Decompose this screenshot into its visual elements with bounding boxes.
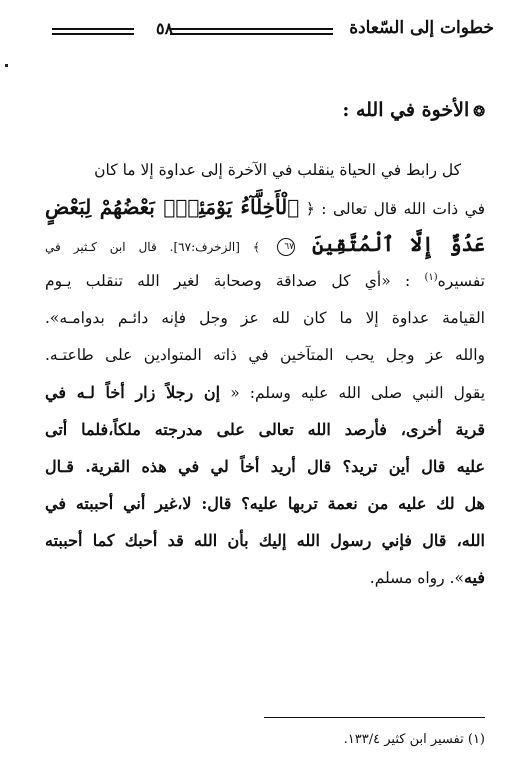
hadith-line: قرية أخرى، فأرصد الله تعالى على مدرجته ملكاً،فلما أتى [45, 420, 485, 439]
footnote-divider [264, 717, 485, 718]
hadith-text: فيه [463, 568, 485, 587]
text-segment: ». رواه مسلم. [369, 569, 464, 587]
text-segment: : «أي كل صداقة وصحابة لغير الله تنقلب يـوم [45, 272, 411, 290]
text-segment: تفسيره [437, 272, 485, 290]
text-segment: يقول النبي صلى الله عليه وسلم: « [230, 384, 486, 402]
body-text [45, 152, 485, 596]
scan-speck [5, 64, 8, 67]
text-line: كل رابط في الحياة ينقلب في الآخرة إلى عداوة إلا ما كان [94, 161, 461, 179]
text-line [45, 559, 485, 596]
text-line [45, 189, 485, 226]
flower-ornament-icon: ❂ [473, 104, 485, 120]
header-rule [52, 28, 134, 30]
header-rule [52, 33, 134, 35]
hadith-line: هل لك عليه من نعمة تربها عليه؟ قال: لا،غير أني أحببته في [45, 494, 485, 513]
running-title: خطوات إلى السّعادة [349, 18, 494, 38]
hadith-line: الله، قال فإني رسول الله إليك بأن الله قد أحبك كما أحببته [45, 531, 485, 550]
verse-citation: ﴾ [الزخرف:٦٧]. قال ابن كـثير في [45, 240, 260, 254]
hadith-text: إن رجلاً زار أخاً لـه في [45, 383, 221, 402]
text-line [45, 263, 485, 300]
page-header [38, 18, 494, 48]
quran-verse: ٱلْأَخِلَّآءُ يَوْمَئِذٍۭ بَعْضُهُمْ لِبَعْضٍ [45, 195, 300, 219]
text-line: والله عز وجل يحب المتآخين في ذاته المتوادين على طاعتـه. [45, 346, 485, 364]
footnote: (١) تفسير ابن كثير ١٣٣/٤. [343, 732, 485, 747]
footnote-reference: (١) [424, 271, 438, 283]
text-line [45, 226, 485, 263]
page-number: ٥٨ [156, 19, 174, 38]
text-line: القيامة عداوة إلا ما كان لله عز وجل فإنه دائـم بدوامـه». [45, 309, 485, 327]
header-rule [170, 33, 333, 35]
verse-number-icon: ٦٧ [277, 238, 295, 256]
quran-verse: عَدُوٌّ إِلَّا ٱلْمُتَّقِينَ [312, 232, 485, 256]
section-heading-text: الأخوة في الله : [342, 99, 470, 121]
text-segment: في ذات الله قال تعالى : ﴿ [305, 200, 485, 218]
section-heading [342, 99, 485, 121]
header-rule [170, 28, 333, 30]
text-line [45, 374, 485, 411]
hadith-line: عليه قال أين تريد؟ قال أريد أخاً لي في هذه القرية. قـال [45, 457, 485, 476]
